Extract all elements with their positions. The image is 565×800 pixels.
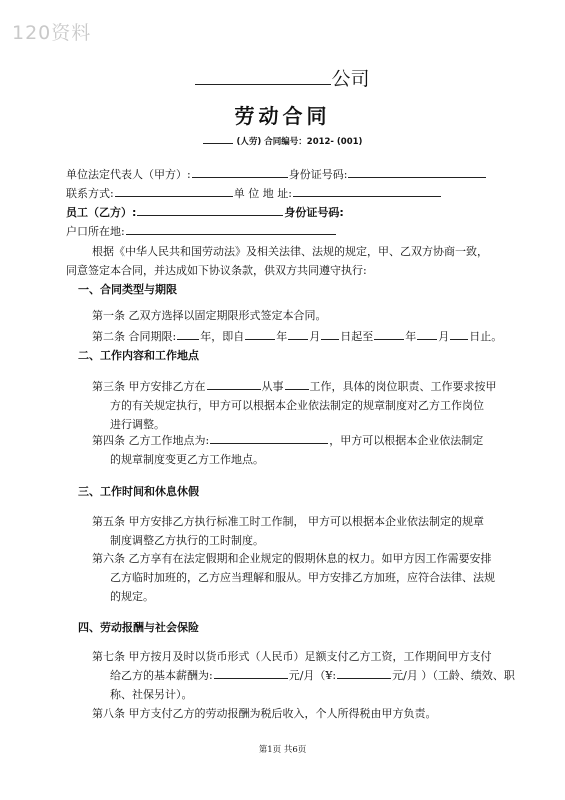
term-years-blank: [177, 328, 199, 340]
watermark: 120资料: [12, 22, 92, 44]
article-4-line-2: 的规章制度变更乙方工作地点。: [110, 453, 264, 466]
article-2-text-d: 日起至: [340, 330, 374, 343]
article-2: [92, 328, 502, 344]
article-3-line-3: 进行调整。: [110, 418, 165, 431]
work-location-blank: [210, 432, 328, 444]
end-day-blank: [450, 328, 468, 340]
article-1: 第一条 乙双方选择以固定期限形式签定本合同。: [92, 309, 327, 322]
article-6-line-2: 乙方临时加班的，乙方应当理解和服从。甲方安排乙方加班，应符合法律、法规: [110, 571, 495, 584]
article-6-line-1: 第六条 乙方享有在法定假期和企业规定的假期休息的权力。如甲方因工作需要安排: [92, 552, 492, 565]
start-year-blank: [245, 328, 275, 340]
contract-number: (人劳) 合同编号：2012- (001): [236, 137, 363, 147]
intro-line-1: 根据《中华人民共和国劳动法》及相关法律、法规的规定，甲、乙双方协商一致，: [92, 245, 488, 258]
employee-id-label: 身份证号码:: [284, 206, 344, 219]
start-month-blank: [288, 328, 308, 340]
employee-label: 员工（乙方）:: [66, 206, 137, 219]
article-4-prefix: 第四条 乙方工作地点为:: [92, 434, 210, 447]
employer-rep-label: 单位法定代表人（甲方）:: [66, 168, 191, 181]
end-year-blank: [374, 328, 404, 340]
article-5-line-2: 制度调整乙方执行的工时制度。: [110, 534, 264, 547]
article-2-text-b: 年: [276, 330, 288, 343]
employer-row: [66, 166, 487, 182]
employer-id-label: 身份证号码:: [288, 168, 348, 181]
job-blank: [285, 378, 309, 390]
article-3-line-1: [92, 378, 497, 394]
article-5-line-1: 第五条 甲方安排乙方执行标准工时工作制， 甲方可以根据本企业依法制定的规章: [92, 515, 484, 528]
article-2-prefix: 第二条 合同期限:: [92, 330, 177, 343]
article-3-mid: 从事: [261, 380, 284, 393]
section-1-heading: 一、合同类型与期限: [78, 283, 177, 296]
address-blank: [293, 185, 441, 197]
base-salary-label: 给乙方的基本薪酬为:: [110, 669, 213, 682]
article-3-rest: 工作，具体的岗位职责、工作要求按甲: [309, 380, 497, 393]
address-label: 单 位 地 址:: [233, 187, 292, 200]
article-2-text-a: 年，即自: [200, 330, 245, 343]
article-4-rest: ，甲方可以根据本企业依法制定: [329, 434, 484, 447]
document-title: 劳动合同: [234, 104, 331, 128]
article-2-text-g: 日止。: [469, 330, 503, 343]
company-name-line: [0, 64, 565, 91]
article-2-text-c: 月: [309, 330, 321, 343]
salary-tail: 元/月 ）（工龄、绩效、职: [392, 669, 515, 682]
article-6-line-3: 的规定。: [110, 590, 154, 603]
base-salary-blank: [214, 667, 288, 679]
contact-label: 联系方式:: [66, 187, 114, 200]
article-3-prefix: 第三条 甲方安排乙方在: [92, 380, 206, 393]
section-4-heading: 四、劳动报酬与社会保险: [78, 621, 199, 634]
article-7-line-3: 称、社保另计）。: [110, 688, 193, 701]
intro-line-2: 同意签定本合同，并达成如下协议条款，供双方共同遵守执行:: [66, 264, 367, 277]
employer-id-blank: [348, 166, 486, 178]
company-suffix: 公司: [331, 68, 370, 90]
section-2-heading: 二、工作内容和工作地点: [78, 349, 199, 362]
article-7-line-2: [110, 667, 515, 683]
residence-blank: [126, 223, 336, 235]
section-3-heading: 三、工作时间和休息休假: [78, 485, 199, 498]
salary-yuan-label: 元/月（¥:: [288, 669, 337, 682]
residence-label: 户口所在地:: [66, 225, 125, 238]
article-3-line-2: 方的有关规定执行，甲方可以根据本企业依法制定的规章制度对乙方工作岗位: [110, 399, 484, 412]
end-month-blank: [417, 328, 437, 340]
article-4-line-1: [92, 432, 483, 448]
contract-number-line: [0, 135, 565, 147]
residence-row: [66, 223, 337, 239]
employee-row: [66, 204, 344, 220]
article-8: 第八条 甲方支付乙方的劳动报酬为税后收入，个人所得税由甲方负责。: [92, 707, 437, 720]
start-day-blank: [321, 328, 339, 340]
salary-figure-blank: [337, 667, 391, 679]
company-name-blank: [195, 68, 331, 85]
article-7-line-1: 第七条 甲方按月及时以货币形式（人民币）足额支付乙方工资，工作期间甲方支付: [92, 650, 492, 663]
article-2-text-e: 年: [405, 330, 417, 343]
employee-name-blank: [137, 204, 283, 216]
employer-rep-blank: [192, 166, 288, 178]
contact-row: [66, 185, 442, 201]
department-blank: [207, 378, 261, 390]
contact-blank: [115, 185, 233, 197]
article-2-text-f: 月: [438, 330, 450, 343]
contract-prefix-blank: [203, 143, 233, 144]
page-number: 第1页 共6页: [258, 745, 307, 755]
